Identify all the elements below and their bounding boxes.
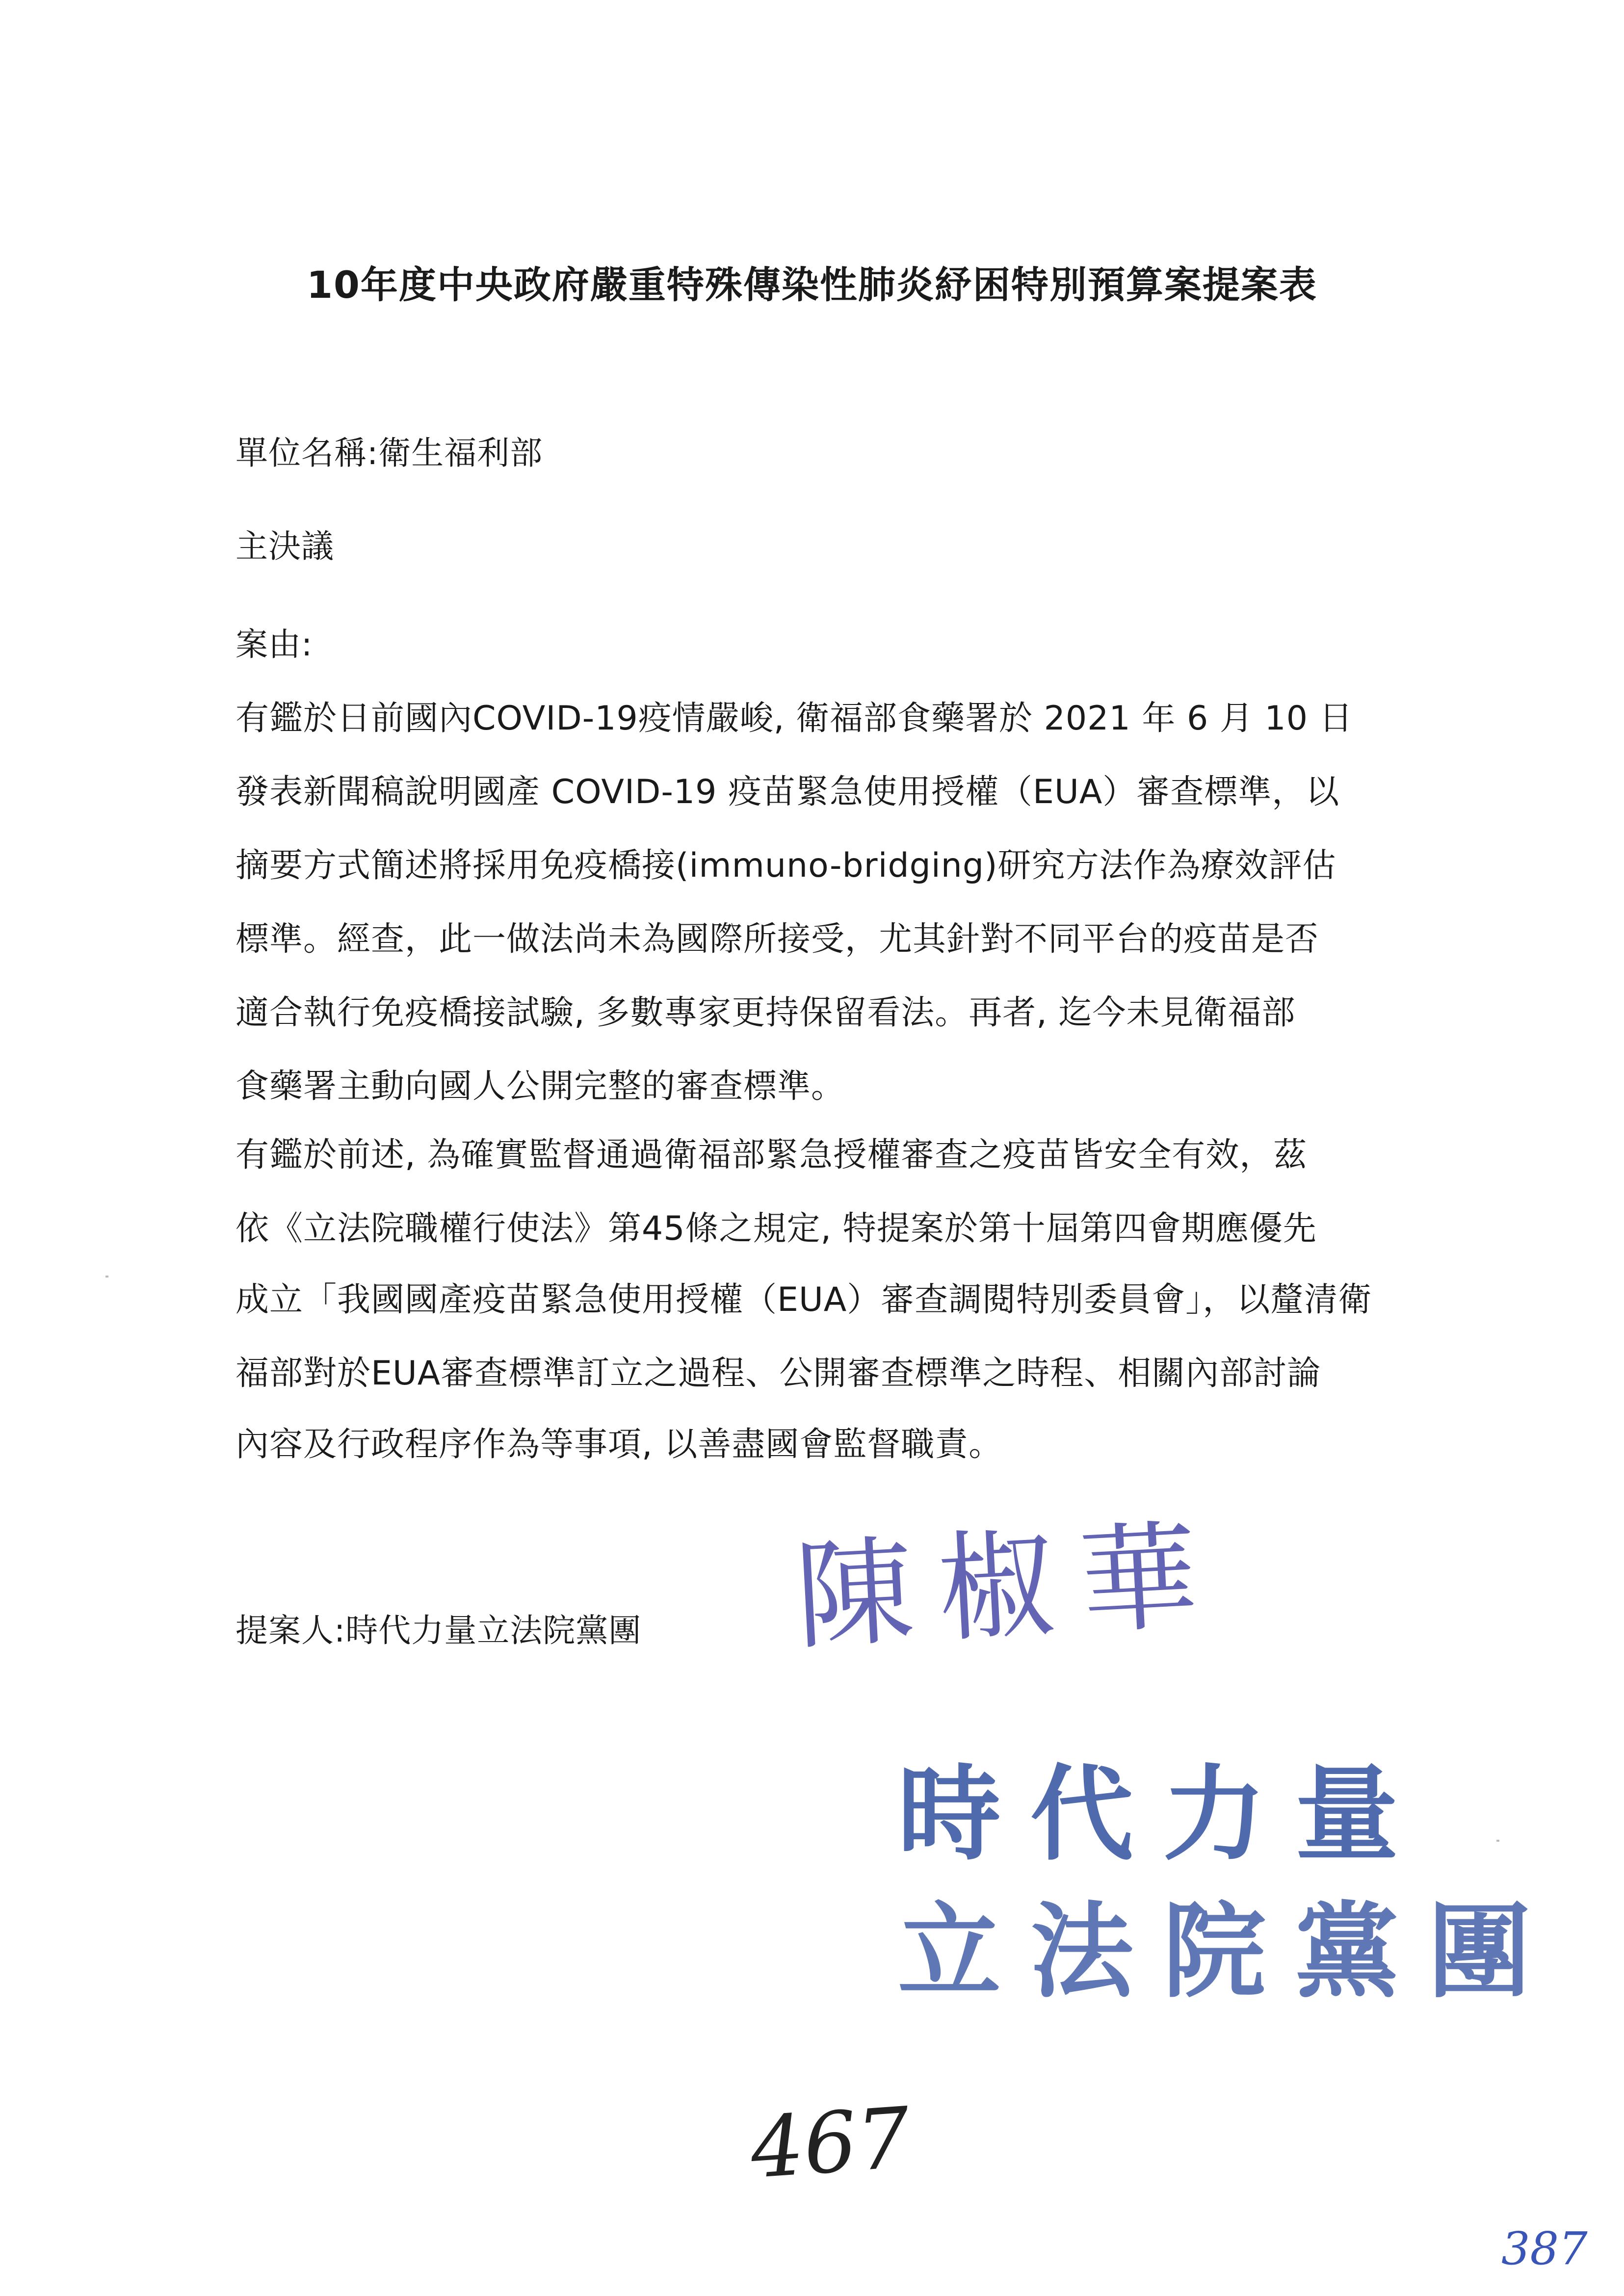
handwritten-page-number: 467 [747,2089,913,2198]
main-resolution-label: 主決議 [236,527,334,565]
body-line: 標準。經查，此一做法尚未為國際所接受，尤其針對不同平台的疫苗是否 [236,920,1319,959]
body-line: 適合執行免疫橋接試驗, 多數專家更持保留看法。再者, 迄今未見衛福部 [236,993,1296,1032]
proposer-field: 提案人:時代力量立法院黨團 [236,1612,642,1649]
party-stamp-line1: 時代力量 [898,1753,1428,1875]
body-line: 有鑑於日前國內COVID-19疫情嚴峻, 衛福部食藥署於 2021 年 6 月 10 日 [236,699,1353,738]
body-line: 有鑑於前述, 為確實監督通過衛福部緊急授權審查之疫苗皆安全有效，茲 [236,1136,1308,1174]
body-line: 依《立法院職權行使法》第45條之規定, 特提案於第十屆第四會期應優先 [236,1209,1317,1248]
scan-speck [1496,1840,1499,1842]
handwritten-signature: 陳椒華 [792,1506,1226,1666]
party-stamp-line2: 立法院黨團 [898,1891,1561,2012]
document-title: 10年度中央政府嚴重特殊傳染性肺炎紓困特別預算案提案表 [307,263,1317,307]
body-line: 福部對於EUA審查標準訂立之過程、公開審查標準之時程、相關內部討論 [236,1354,1321,1393]
body-line: 內容及行政程序作為等事項, 以善盡國會監督職責。 [236,1425,1003,1464]
body-line: 摘要方式簡述將採用免疫橋接(immuno-bridging)研究方法作為療效評估 [236,846,1336,885]
body-line: 成立「我國國產疫苗緊急使用授權（EUA）審查調閱特別委員會」，以釐清衛 [236,1280,1372,1319]
corner-page-number: 387 [1501,2222,1588,2275]
scan-speck [105,1276,108,1278]
unit-name-field: 單位名稱:衛生福利部 [236,434,543,472]
reason-label: 案由: [236,626,313,663]
body-line: 發表新聞稿說明國產 COVID-19 疫苗緊急使用授權（EUA）審查標準，以 [236,773,1340,811]
body-line: 食藥署主動向國人公開完整的審查標準。 [236,1067,845,1106]
